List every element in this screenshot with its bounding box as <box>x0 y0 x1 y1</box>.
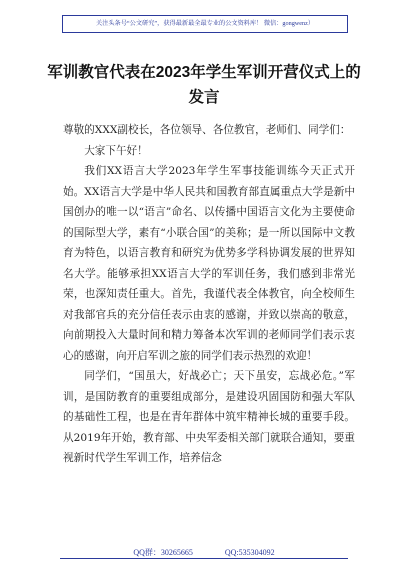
greeting-paragraph: 大家下午好！ <box>84 144 148 157</box>
page-footer <box>0 547 408 558</box>
footer-qq-group: QQ群：30265665 <box>133 548 193 557</box>
document-title: 军训教官代表在2023年学生军训开营仪式上的发言 <box>47 64 361 106</box>
footer-qq: QQ:535304092 <box>224 548 275 557</box>
body-paragraph: 我们XX语言大学2023年学生军事技能训练今天正式开始。XX语言大学是中华人民共和国教育部直属重点大学是新中国创办的唯一以“语言”命名、以传播中国语言文化为主要使命的国际型大学，素有“小联合国”的美称；是一所以国际中文教育为特色，以语言教育和研究为优势多学科协调发展的世界知名大学。能够承担XX语言大学的军训任务，我们感到非常光荣，也深知责任重大。首先，我谨代表全体教官，向全校师生对我部官兵的充分信任表示由衷的感谢，并致以崇高的敬意，向前期投入大量时间和精力筹备本次军训的老师同学们表示衷心的感谢，向开启军训之旅的同学们表示热烈的欢迎！ <box>63 165 355 362</box>
document-body <box>63 120 355 469</box>
footer-divider <box>60 558 348 559</box>
salutation-paragraph: 尊敬的XXX副校长，各位领导、各位教官，老师们、同学们： <box>63 124 351 136</box>
header-banner: 关注头条号“公文研究”，获得最新最全最专业的公文资料库！ 微信：gongwenz） <box>62 15 348 33</box>
body-paragraph: 同学们，“国虽大，好战必亡；天下虽安，忘战必危。”军训，是国防教育的重要组成部分，是建设巩固国防和强大军队的基础性工程，也是在青年群体中筑牢精神长城的重要手段。从2019年开始，教育部、中央军委相关部门就联合通知，要重视新时代学生军训工作，培养信念 <box>63 370 355 464</box>
